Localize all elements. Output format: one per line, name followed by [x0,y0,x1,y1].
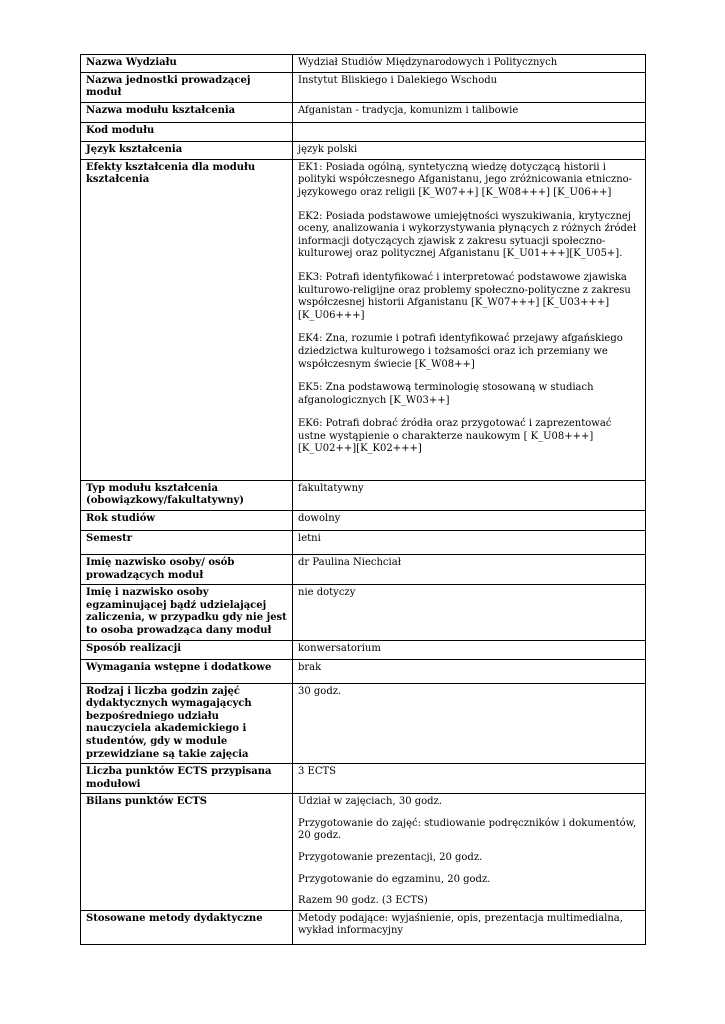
row-value [293,764,646,794]
row-unit-name [81,72,646,102]
value-line: letni [298,532,321,544]
value-line: dowolny [298,512,341,524]
row-label: Kod modułu [81,122,293,141]
row-value [293,530,646,554]
row-value [293,55,646,73]
document-page [80,54,645,945]
row-label: Język kształcenia [81,141,293,159]
row-label: Stosowane metody dydaktyczne [81,910,293,944]
value-line: konwersatorium [298,642,381,654]
row-value [293,794,646,911]
outcome-ek2: EK2: Posiada podstawowe umiejętności wyszukiwania, krytycznej oceny, analizowania i wykorzystywania płynących z różnych źródeł informacji dotyczących zjawisk z zakresu sytuacji społeczno-kulturowej oraz politycznej Afganistanu [K_U01+++][K_U05+]. [298,210,637,260]
row-label: Liczba punktów ECTS przypisana modułowi [81,764,293,794]
row-contact-hours [81,683,646,764]
row-label: Rok studiów [81,510,293,530]
row-label: Imię nazwisko osoby/ osób prowadzących moduł [81,554,293,584]
row-value [293,510,646,530]
outcome-ek4: EK4: Zna, rozumie i potrafi identyfikować przejawy afgańskiego dziedzictwa kulturowego i tożsamości oraz ich przemiany we współczesnym świecie [K_W08++] [298,333,623,370]
row-label: Rodzaj i liczba godzin zajęć dydaktycznych wymagających bezpośredniego udziału nauczyciela akademickiego i studentów, gdy w module przewidziane są takie zajęcia [81,683,293,764]
row-value [293,480,646,510]
row-study-year [81,510,646,530]
outcome-ek3: EK3: Potrafi identyfikować i interpretować podstawowe zjawiska kulturowo-religijne oraz problemy społeczno-polityczne z zakresu współczesnej historii Afganistanu [K_W07+++] [K_U03+++] [K_U06+++] [298,271,631,321]
row-prerequisites [81,659,646,683]
balance-line: Razem 90 godz. (3 ECTS) [298,895,428,907]
value-line: dr Paulina Niechciał [298,556,401,568]
outcome-ek1: EK1: Posiada ogólną, syntetyczną wiedzę dotyczącą historii i polityki współczesnego Afganistanu, jego zróżnicowania etniczno-językowego oraz religii [K_W07++] [K_W08+++] [K_U06++] [298,161,633,198]
value-line: język polski [298,143,358,155]
value-line: Wydział Studiów Międzynarodowych i Politycznych [298,57,558,68]
row-ects-balance [81,794,646,911]
value-line: Instytut Bliskiego i Dalekiego Wschodu [298,74,498,86]
row-value [293,159,646,480]
module-description-table [80,54,646,945]
row-value [293,554,646,584]
row-label: Semestr [81,530,293,554]
row-value [293,585,646,640]
row-label: Imię i nazwisko osoby egzaminującej bądź udzielającej zaliczenia, w przypadku gdy nie jest to osoba prowadząca dany moduł [81,585,293,640]
outcome-ek6: EK6: Potrafi dobrać źródła oraz przygotować i zaprezentować ustne wystąpienie o charakterze naukowym [ K_U08+++][K_U02++][K_K02+++] [298,418,612,455]
outcome-ek5: EK5: Zna podstawową terminologię stosowaną w studiach afganologicznych [K_W03++] [298,382,594,406]
value-line: Afganistan - tradycja, komunizm i talibowie [298,104,519,116]
row-value [293,910,646,944]
row-teaching-methods [81,910,646,944]
row-label: Sposób realizacji [81,640,293,659]
row-label: Nazwa Wydziału [81,55,293,73]
row-delivery-mode [81,640,646,659]
value-line: Metody podające: wyjaśnienie, opis, prezentacja multimedialna, wykład informacyjny [298,912,623,937]
value-line: fakultatywny [298,482,364,494]
row-value [293,659,646,683]
row-value [293,72,646,102]
balance-line: Przygotowanie do egzaminu, 20 godz. [298,873,491,885]
value-line: nie dotyczy [298,587,356,599]
row-value [293,102,646,122]
balance-line: Przygotowanie do zajęć: studiowanie podręczników i dokumentów, 20 godz. [298,817,637,842]
row-faculty-name [81,55,646,73]
row-module-type [81,480,646,510]
row-semester [81,530,646,554]
row-ects-points [81,764,646,794]
row-label: Wymagania wstępne i dodatkowe [81,659,293,683]
balance-line: Przygotowanie prezentacji, 20 godz. [298,852,483,864]
row-value [293,141,646,159]
row-learning-outcomes [81,159,646,480]
balance-line: Udział w zajęciach, 30 godz. [298,796,442,808]
row-value [293,683,646,764]
row-module-code [81,122,646,141]
row-label: Nazwa jednostki prowadzącej moduł [81,72,293,102]
value-line: 3 ECTS [298,766,337,778]
value-line: brak [298,661,322,673]
row-value [293,640,646,659]
row-label: Nazwa modułu kształcenia [81,102,293,122]
row-label: Typ modułu kształcenia (obowiązkowy/fakultatywny) [81,480,293,510]
row-instructors [81,554,646,584]
value-line: 30 godz. [298,685,342,697]
row-label: Efekty kształcenia dla modułu kształcenia [81,159,293,480]
row-value [293,122,646,141]
row-label: Bilans punktów ECTS [81,794,293,911]
row-examiner [81,585,646,640]
row-module-name [81,102,646,122]
row-language [81,141,646,159]
